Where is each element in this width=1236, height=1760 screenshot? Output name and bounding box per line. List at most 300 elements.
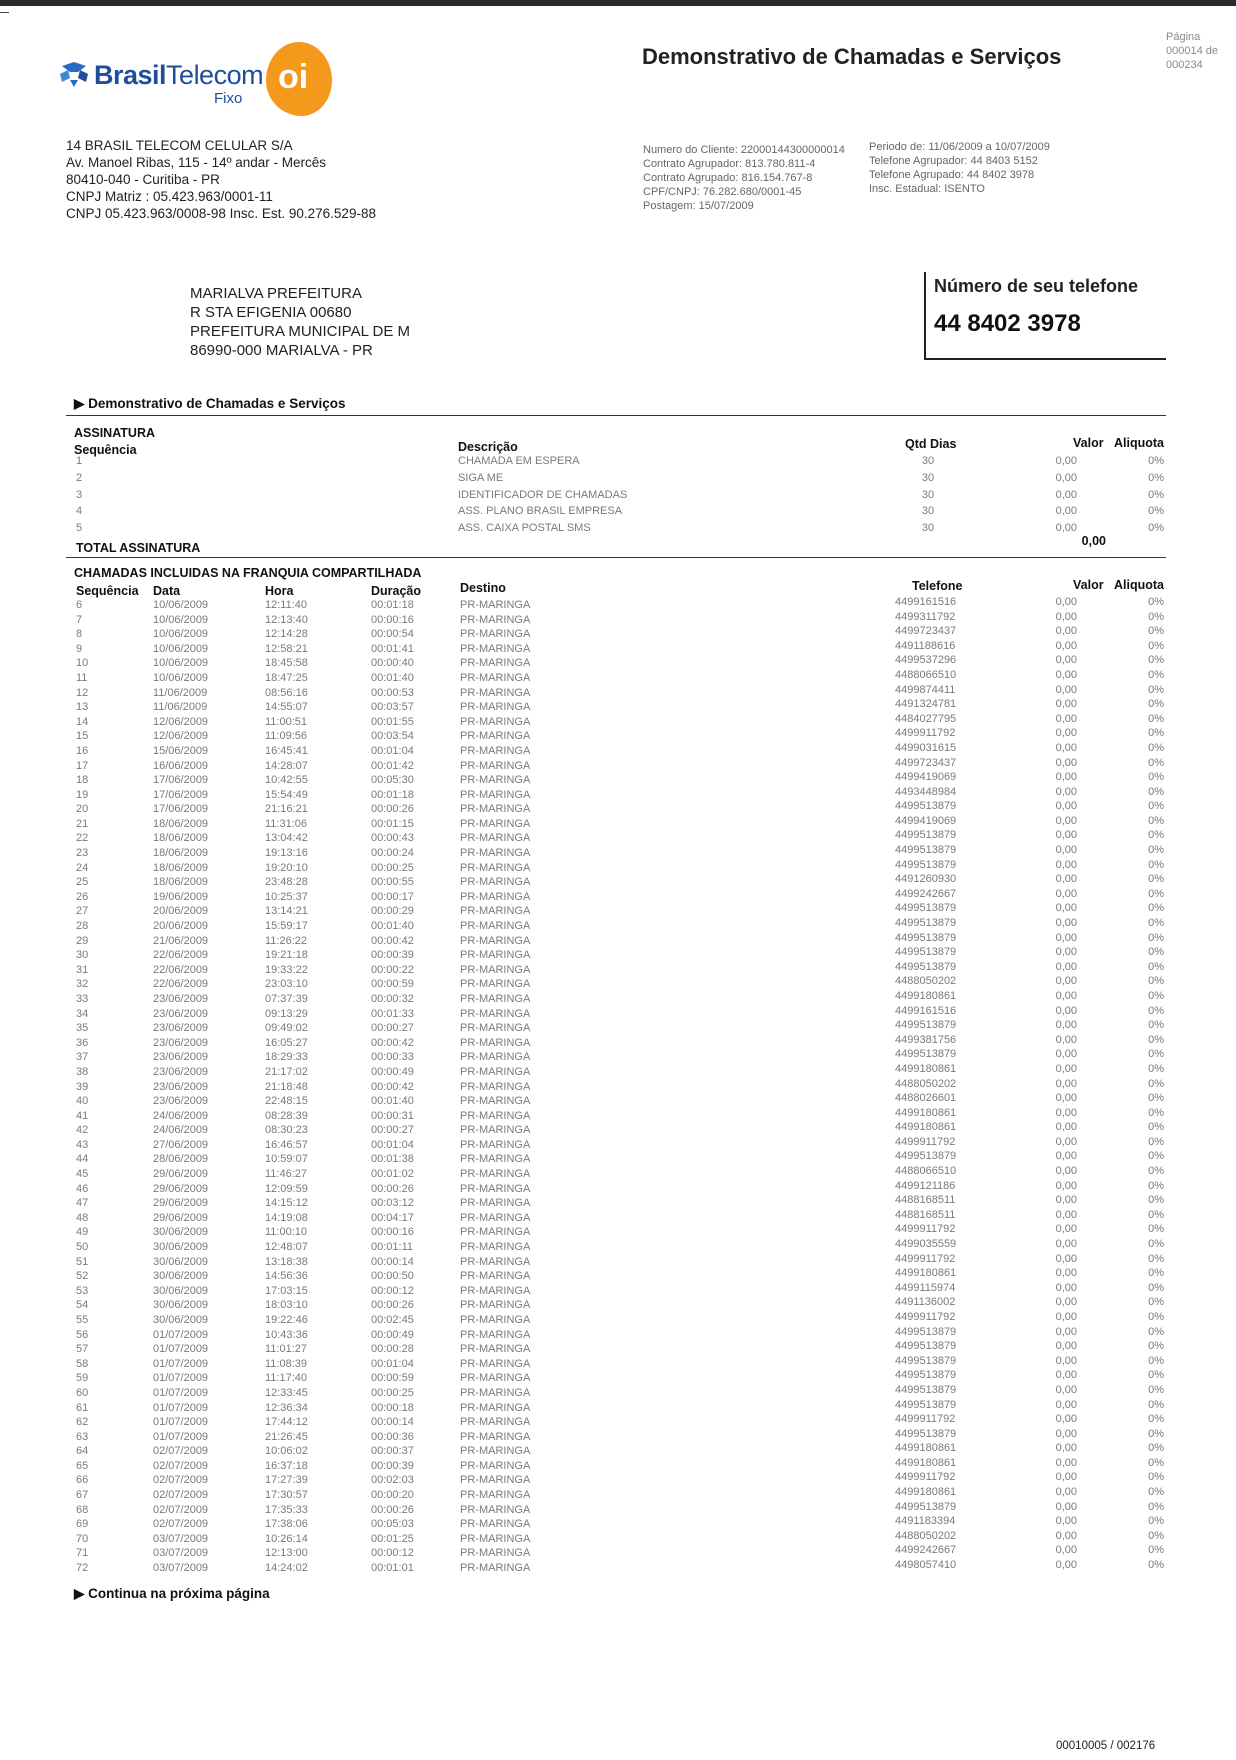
row-seq: 43 <box>76 1138 89 1151</box>
row-valor: 0,00 <box>1055 1150 1077 1163</box>
row-destino: PR-MARINGA <box>460 1124 531 1137</box>
phone-number: 44 8402 3978 <box>934 310 1081 337</box>
row-data: 23/06/2009 <box>153 1051 209 1064</box>
row-aliquota: 0% <box>1148 800 1164 813</box>
row-aliquota: 0% <box>1148 455 1164 467</box>
row-seq: 6 <box>76 599 83 611</box>
row-aliquota: 0% <box>1148 505 1164 518</box>
row-valor: 0,00 <box>1055 917 1077 929</box>
row-hora: 17:38:06 <box>265 1518 308 1531</box>
row-hora: 17:30:57 <box>265 1489 308 1502</box>
row-data: 12/06/2009 <box>153 715 209 728</box>
brand-sub: Fixo <box>214 90 243 107</box>
row-data: 21/06/2009 <box>153 934 209 947</box>
row-aliquota: 0% <box>1148 1486 1164 1499</box>
row-valor: 0,00 <box>1055 1500 1077 1513</box>
row-destino: PR-MARINGA <box>460 847 531 860</box>
section-divider <box>66 415 1166 416</box>
row-valor: 0,00 <box>1055 1529 1077 1542</box>
row-seq: 45 <box>76 1168 89 1181</box>
row-duracao: 00:00:12 <box>371 1284 414 1297</box>
row-destino: PR-MARINGA <box>460 1401 531 1414</box>
row-duracao: 00:01:18 <box>371 599 414 611</box>
row-destino: PR-MARINGA <box>460 1211 531 1224</box>
row-duracao: 00:00:42 <box>371 934 414 947</box>
row-aliquota: 0% <box>1148 1267 1164 1280</box>
row-telefone: 4499513879 <box>895 1398 957 1411</box>
row-telefone: 4499513879 <box>895 1048 957 1061</box>
row-duracao: 00:00:49 <box>371 1065 414 1078</box>
row-destino: PR-MARINGA <box>460 1562 531 1574</box>
row-data: 29/06/2009 <box>153 1197 209 1210</box>
brasil-telecom-logo <box>56 50 356 130</box>
row-telefone: 4499180861 <box>895 1456 957 1469</box>
chamadas-header-seq: Sequência <box>76 584 139 598</box>
row-hora: 15:59:17 <box>265 920 308 932</box>
row-duracao: 00:00:53 <box>371 686 414 699</box>
row-telefone: 4499723437 <box>895 756 957 769</box>
row-telefone: 4499180861 <box>895 1121 957 1134</box>
row-valor: 0,00 <box>1055 1252 1077 1265</box>
row-data: 01/07/2009 <box>153 1343 209 1356</box>
edge-mark <box>0 12 9 13</box>
row-hora: 07:37:39 <box>265 992 308 1005</box>
company-line: Av. Manoel Ribas, 115 - 14º andar - Mercês <box>66 155 327 170</box>
row-data: 30/06/2009 <box>153 1226 209 1239</box>
row-destino: PR-MARINGA <box>460 1532 531 1545</box>
client-info-line: Contrato Agrupado: 816.154.767-8 <box>643 172 813 184</box>
row-seq: 5 <box>76 522 83 535</box>
row-duracao: 00:00:22 <box>371 963 414 976</box>
row-valor: 0,00 <box>1055 1486 1077 1499</box>
row-duracao: 00:01:42 <box>371 759 414 772</box>
assinatura-row <box>0 455 1236 468</box>
row-duracao: 00:01:02 <box>371 1168 414 1181</box>
row-seq: 42 <box>76 1124 89 1137</box>
phone-number-box <box>924 272 1166 360</box>
row-valor: 0,00 <box>1055 1077 1077 1090</box>
row-hora: 15:54:49 <box>265 788 308 801</box>
client-info-line: Postagem: 15/07/2009 <box>643 200 754 212</box>
row-seq: 32 <box>76 978 89 991</box>
row-data: 02/07/2009 <box>153 1489 209 1502</box>
row-data: 30/06/2009 <box>153 1241 209 1253</box>
row-aliquota: 0% <box>1148 917 1164 929</box>
row-duracao: 00:00:37 <box>371 1445 414 1458</box>
row-telefone: 4499180861 <box>895 1442 957 1455</box>
row-hora: 10:25:37 <box>265 890 308 903</box>
row-aliquota: 0% <box>1148 1354 1164 1367</box>
chamadas-header-duracao: Duração <box>371 584 422 598</box>
row-telefone: 4499874411 <box>895 683 956 696</box>
row-data: 15/06/2009 <box>153 744 209 757</box>
row-data: 23/06/2009 <box>153 1095 209 1108</box>
total-assinatura-value: 0,00 <box>1081 534 1106 548</box>
row-aliquota: 0% <box>1148 1310 1164 1323</box>
row-destino: PR-MARINGA <box>460 1197 531 1210</box>
row-seq: 33 <box>76 992 89 1005</box>
row-valor: 0,00 <box>1055 1515 1077 1528</box>
row-hora: 21:16:21 <box>265 803 308 816</box>
row-data: 02/07/2009 <box>153 1518 209 1531</box>
row-destino: PR-MARINGA <box>460 613 531 626</box>
row-aliquota: 0% <box>1148 814 1164 827</box>
row-seq: 11 <box>76 671 88 684</box>
row-destino: PR-MARINGA <box>460 1182 531 1195</box>
row-data: 10/06/2009 <box>153 599 209 611</box>
row-aliquota: 0% <box>1148 1559 1164 1571</box>
row-duracao: 00:01:55 <box>371 715 414 728</box>
row-seq: 28 <box>76 920 89 932</box>
row-hora: 16:05:27 <box>265 1036 308 1049</box>
row-hora: 14:56:36 <box>265 1270 308 1283</box>
row-data: 30/06/2009 <box>153 1284 209 1297</box>
row-seq: 61 <box>76 1401 89 1414</box>
row-duracao: 00:00:50 <box>371 1270 414 1283</box>
assinatura-title: ASSINATURA <box>74 426 156 440</box>
row-destino: PR-MARINGA <box>460 1430 531 1443</box>
row-aliquota: 0% <box>1148 488 1164 501</box>
row-telefone: 4491260930 <box>895 873 957 886</box>
row-destino: PR-MARINGA <box>460 1459 531 1472</box>
row-data: 02/07/2009 <box>153 1459 209 1472</box>
row-data: 01/07/2009 <box>153 1372 209 1385</box>
row-valor: 0,00 <box>1055 522 1077 535</box>
row-duracao: 00:00:24 <box>371 847 414 860</box>
row-telefone: 4499513879 <box>895 960 957 973</box>
row-destino: PR-MARINGA <box>460 642 531 655</box>
row-duracao: 00:02:03 <box>371 1474 414 1487</box>
row-hora: 19:20:10 <box>265 861 308 874</box>
row-duracao: 00:05:30 <box>371 774 414 787</box>
row-desc: CHAMADA EM ESPERA <box>458 455 580 467</box>
row-hora: 23:03:10 <box>265 978 308 991</box>
row-hora: 19:21:18 <box>265 949 308 962</box>
row-duracao: 00:01:25 <box>371 1532 414 1545</box>
row-valor: 0,00 <box>1055 1179 1077 1192</box>
row-qtd-dias: 30 <box>921 522 935 535</box>
row-hora: 10:06:02 <box>265 1445 308 1458</box>
client-info-line: Numero do Cliente: 22000144300000014 <box>643 144 845 156</box>
row-telefone: 4499419069 <box>895 771 957 784</box>
row-duracao: 00:01:04 <box>371 1138 414 1151</box>
row-telefone: 4499031615 <box>895 741 957 754</box>
row-hora: 08:28:39 <box>265 1109 308 1122</box>
row-aliquota: 0% <box>1148 639 1164 652</box>
row-telefone: 4488050202 <box>895 1077 957 1090</box>
assinatura-row <box>0 505 1236 518</box>
row-valor: 0,00 <box>1055 1354 1077 1367</box>
row-telefone: 4488026601 <box>895 1092 957 1105</box>
row-seq: 36 <box>76 1036 89 1049</box>
row-telefone: 4499513879 <box>895 931 957 944</box>
row-hora: 19:13:16 <box>265 847 308 860</box>
row-data: 20/06/2009 <box>153 905 209 918</box>
row-hora: 11:08:39 <box>265 1357 308 1370</box>
row-destino: PR-MARINGA <box>460 1372 531 1385</box>
row-aliquota: 0% <box>1148 1398 1164 1411</box>
address-line: MARIALVA PREFEITURA <box>190 285 362 302</box>
row-duracao: 00:00:18 <box>371 1401 414 1414</box>
row-data: 18/06/2009 <box>153 876 209 889</box>
chamadas-header-hora: Hora <box>265 584 294 598</box>
row-duracao: 00:00:29 <box>371 905 414 918</box>
row-aliquota: 0% <box>1148 931 1164 944</box>
row-seq: 41 <box>76 1109 89 1122</box>
row-seq: 60 <box>76 1386 89 1399</box>
row-duracao: 00:01:40 <box>371 671 414 684</box>
row-destino: PR-MARINGA <box>460 905 531 918</box>
row-hora: 12:13:40 <box>265 613 308 626</box>
row-desc: ASS. CAIXA POSTAL SMS <box>458 522 591 535</box>
row-telefone: 4499911792 <box>895 1223 956 1236</box>
row-valor: 0,00 <box>1055 1106 1077 1119</box>
row-valor: 0,00 <box>1055 771 1077 784</box>
row-hora: 12:58:21 <box>265 642 308 655</box>
row-data: 03/07/2009 <box>153 1562 209 1574</box>
row-duracao: 00:01:40 <box>371 1095 414 1108</box>
row-telefone: 4499911792 <box>895 1413 956 1426</box>
row-hora: 08:30:23 <box>265 1124 308 1137</box>
brand-name: BrasilTelecom <box>94 60 264 90</box>
row-destino: PR-MARINGA <box>460 730 531 743</box>
chamadas-title: CHAMADAS INCLUIDAS NA FRANQUIA COMPARTILHADA <box>74 566 422 580</box>
row-seq: 50 <box>76 1241 89 1253</box>
row-duracao: 00:01:18 <box>371 788 414 801</box>
row-telefone: 4488050202 <box>895 1529 957 1542</box>
row-destino: PR-MARINGA <box>460 1007 531 1020</box>
row-data: 18/06/2009 <box>153 817 209 830</box>
row-valor: 0,00 <box>1055 858 1077 871</box>
row-seq: 40 <box>76 1095 89 1108</box>
row-seq: 13 <box>76 701 89 714</box>
row-destino: PR-MARINGA <box>460 1284 531 1297</box>
row-seq: 31 <box>76 963 89 976</box>
row-aliquota: 0% <box>1148 1413 1164 1426</box>
row-hora: 16:45:41 <box>265 744 308 757</box>
row-aliquota: 0% <box>1148 1281 1164 1294</box>
row-duracao: 00:00:39 <box>371 949 414 962</box>
row-data: 22/06/2009 <box>153 949 209 962</box>
row-valor: 0,00 <box>1055 505 1077 518</box>
row-destino: PR-MARINGA <box>460 1255 531 1268</box>
row-telefone: 4499180861 <box>895 1486 957 1499</box>
company-line: 14 BRASIL TELECOM CELULAR S/A <box>66 138 293 153</box>
row-aliquota: 0% <box>1148 1150 1164 1163</box>
row-data: 18/06/2009 <box>153 847 209 860</box>
row-telefone: 4499121186 <box>895 1179 956 1192</box>
row-hora: 10:59:07 <box>265 1153 308 1166</box>
row-seq: 71 <box>76 1547 89 1560</box>
row-valor: 0,00 <box>1055 1296 1077 1309</box>
row-data: 23/06/2009 <box>153 992 209 1005</box>
row-seq: 7 <box>76 613 83 626</box>
row-telefone: 4499035559 <box>895 1238 957 1250</box>
row-telefone: 4499161516 <box>895 1004 957 1017</box>
row-valor: 0,00 <box>1055 596 1077 608</box>
footer-code: 00010005 / 002176 <box>1056 1740 1156 1752</box>
row-valor: 0,00 <box>1055 975 1077 988</box>
row-destino: PR-MARINGA <box>460 1095 531 1108</box>
row-valor: 0,00 <box>1055 698 1077 711</box>
row-data: 18/06/2009 <box>153 832 209 845</box>
row-seq: 48 <box>76 1211 89 1224</box>
row-aliquota: 0% <box>1148 625 1164 638</box>
row-destino: PR-MARINGA <box>460 686 531 699</box>
row-hora: 17:35:33 <box>265 1503 308 1516</box>
row-desc: SIGA ME <box>458 471 504 484</box>
row-data: 17/06/2009 <box>153 803 209 816</box>
row-valor: 0,00 <box>1055 1223 1077 1236</box>
assinatura-row <box>0 489 1236 502</box>
row-hora: 11:31:06 <box>265 817 308 830</box>
row-telefone: 4499161516 <box>895 596 957 608</box>
row-hora: 21:18:48 <box>265 1080 308 1093</box>
row-telefone: 4499180861 <box>895 1267 957 1280</box>
row-destino: PR-MARINGA <box>460 934 531 947</box>
company-line: 80410-040 - Curitiba - PR <box>66 172 220 187</box>
row-destino: PR-MARINGA <box>460 1022 531 1035</box>
row-duracao: 00:00:12 <box>371 1547 414 1560</box>
row-valor: 0,00 <box>1055 741 1077 754</box>
client-info-left <box>643 143 845 213</box>
row-seq: 67 <box>76 1489 89 1502</box>
chamadas-header-aliquota: Aliquota <box>1114 578 1164 592</box>
row-seq: 56 <box>76 1328 89 1341</box>
row-telefone: 4488066510 <box>895 668 957 681</box>
row-seq: 69 <box>76 1518 89 1531</box>
row-aliquota: 0% <box>1148 683 1164 696</box>
row-seq: 8 <box>76 628 83 641</box>
row-duracao: 00:02:45 <box>371 1313 414 1326</box>
row-data: 24/06/2009 <box>153 1124 209 1137</box>
row-data: 10/06/2009 <box>153 671 209 684</box>
row-aliquota: 0% <box>1148 756 1164 769</box>
row-destino: PR-MARINGA <box>460 1080 531 1093</box>
row-valor: 0,00 <box>1055 931 1077 944</box>
row-data: 01/07/2009 <box>153 1416 209 1429</box>
row-telefone: 4499242667 <box>895 1544 957 1557</box>
row-valor: 0,00 <box>1055 1165 1077 1178</box>
row-duracao: 00:00:49 <box>371 1328 414 1341</box>
row-destino: PR-MARINGA <box>460 657 531 670</box>
row-aliquota: 0% <box>1148 1383 1164 1396</box>
row-seq: 15 <box>76 730 89 743</box>
row-aliquota: 0% <box>1148 946 1164 959</box>
row-hora: 17:27:39 <box>265 1474 308 1487</box>
row-data: 23/06/2009 <box>153 1080 209 1093</box>
row-hora: 18:47:25 <box>265 671 308 684</box>
row-data: 29/06/2009 <box>153 1182 209 1195</box>
row-valor: 0,00 <box>1055 1033 1077 1046</box>
total-assinatura-label: TOTAL ASSINATURA <box>76 541 201 555</box>
row-duracao: 00:01:11 <box>371 1241 414 1253</box>
row-valor: 0,00 <box>1055 1208 1077 1221</box>
row-hora: 23:48:28 <box>265 876 308 889</box>
row-telefone: 4499513879 <box>895 1369 957 1382</box>
row-destino: PR-MARINGA <box>460 861 531 874</box>
row-valor: 0,00 <box>1055 1194 1077 1207</box>
row-destino: PR-MARINGA <box>460 788 531 801</box>
client-info-line: Telefone Agrupador: 44 8403 5152 <box>869 155 1038 167</box>
row-telefone: 4499513879 <box>895 844 957 857</box>
row-valor: 0,00 <box>1055 1471 1077 1484</box>
row-telefone: 4484027795 <box>895 712 957 725</box>
row-destino: PR-MARINGA <box>460 1153 531 1166</box>
row-seq: 4 <box>76 505 83 518</box>
row-hora: 21:26:45 <box>265 1430 308 1443</box>
row-destino: PR-MARINGA <box>460 701 531 714</box>
row-valor: 0,00 <box>1055 1427 1077 1440</box>
row-seq: 55 <box>76 1313 89 1326</box>
row-destino: PR-MARINGA <box>460 876 531 889</box>
row-destino: PR-MARINGA <box>460 1343 531 1356</box>
row-destino: PR-MARINGA <box>460 1386 531 1399</box>
row-valor: 0,00 <box>1055 610 1077 623</box>
row-seq: 64 <box>76 1445 89 1458</box>
row-duracao: 00:00:42 <box>371 1036 414 1049</box>
row-telefone: 4499911792 <box>895 1252 956 1265</box>
row-duracao: 00:00:31 <box>371 1109 414 1122</box>
row-valor: 0,00 <box>1055 1267 1077 1280</box>
row-destino: PR-MARINGA <box>460 671 531 684</box>
row-seq: 47 <box>76 1197 89 1210</box>
row-aliquota: 0% <box>1148 1048 1164 1061</box>
row-valor: 0,00 <box>1055 712 1077 725</box>
address-line: 86990-000 MARIALVA - PR <box>190 342 373 359</box>
row-hora: 12:14:28 <box>265 628 308 641</box>
client-info-line: Insc. Estadual: ISENTO <box>869 183 985 195</box>
row-valor: 0,00 <box>1055 727 1077 740</box>
row-valor: 0,00 <box>1055 668 1077 681</box>
address-line: R STA EFIGENIA 00680 <box>190 304 352 321</box>
row-data: 03/07/2009 <box>153 1547 209 1560</box>
row-destino: PR-MARINGA <box>460 1445 531 1458</box>
row-hora: 12:09:59 <box>265 1182 308 1195</box>
row-aliquota: 0% <box>1148 698 1164 711</box>
row-hora: 17:03:15 <box>265 1284 308 1297</box>
row-seq: 38 <box>76 1065 89 1078</box>
row-seq: 58 <box>76 1357 89 1370</box>
row-data: 22/06/2009 <box>153 963 209 976</box>
row-valor: 0,00 <box>1055 1383 1077 1396</box>
row-telefone: 4499513879 <box>895 902 957 915</box>
row-duracao: 00:01:15 <box>371 817 414 830</box>
row-hora: 21:17:02 <box>265 1065 308 1078</box>
row-data: 10/06/2009 <box>153 613 209 626</box>
row-valor: 0,00 <box>1055 625 1077 638</box>
row-hora: 08:56:16 <box>265 686 308 699</box>
row-seq: 25 <box>76 876 89 889</box>
row-duracao: 00:00:54 <box>371 628 414 641</box>
row-seq: 20 <box>76 803 89 816</box>
row-data: 11/06/2009 <box>153 686 208 699</box>
row-data: 17/06/2009 <box>153 788 209 801</box>
row-seq: 10 <box>76 657 89 670</box>
row-duracao: 00:01:41 <box>371 642 414 655</box>
row-destino: PR-MARINGA <box>460 1518 531 1531</box>
row-aliquota: 0% <box>1148 960 1164 973</box>
row-hora: 12:13:00 <box>265 1547 308 1560</box>
assinatura-header-aliquota: Aliquota <box>1114 436 1164 450</box>
row-data: 22/06/2009 <box>153 978 209 991</box>
row-valor: 0,00 <box>1055 488 1077 501</box>
row-duracao: 00:00:55 <box>371 876 414 889</box>
page-indicator <box>1166 30 1232 72</box>
row-seq: 49 <box>76 1226 89 1239</box>
row-aliquota: 0% <box>1148 1062 1164 1075</box>
row-seq: 72 <box>76 1562 89 1574</box>
